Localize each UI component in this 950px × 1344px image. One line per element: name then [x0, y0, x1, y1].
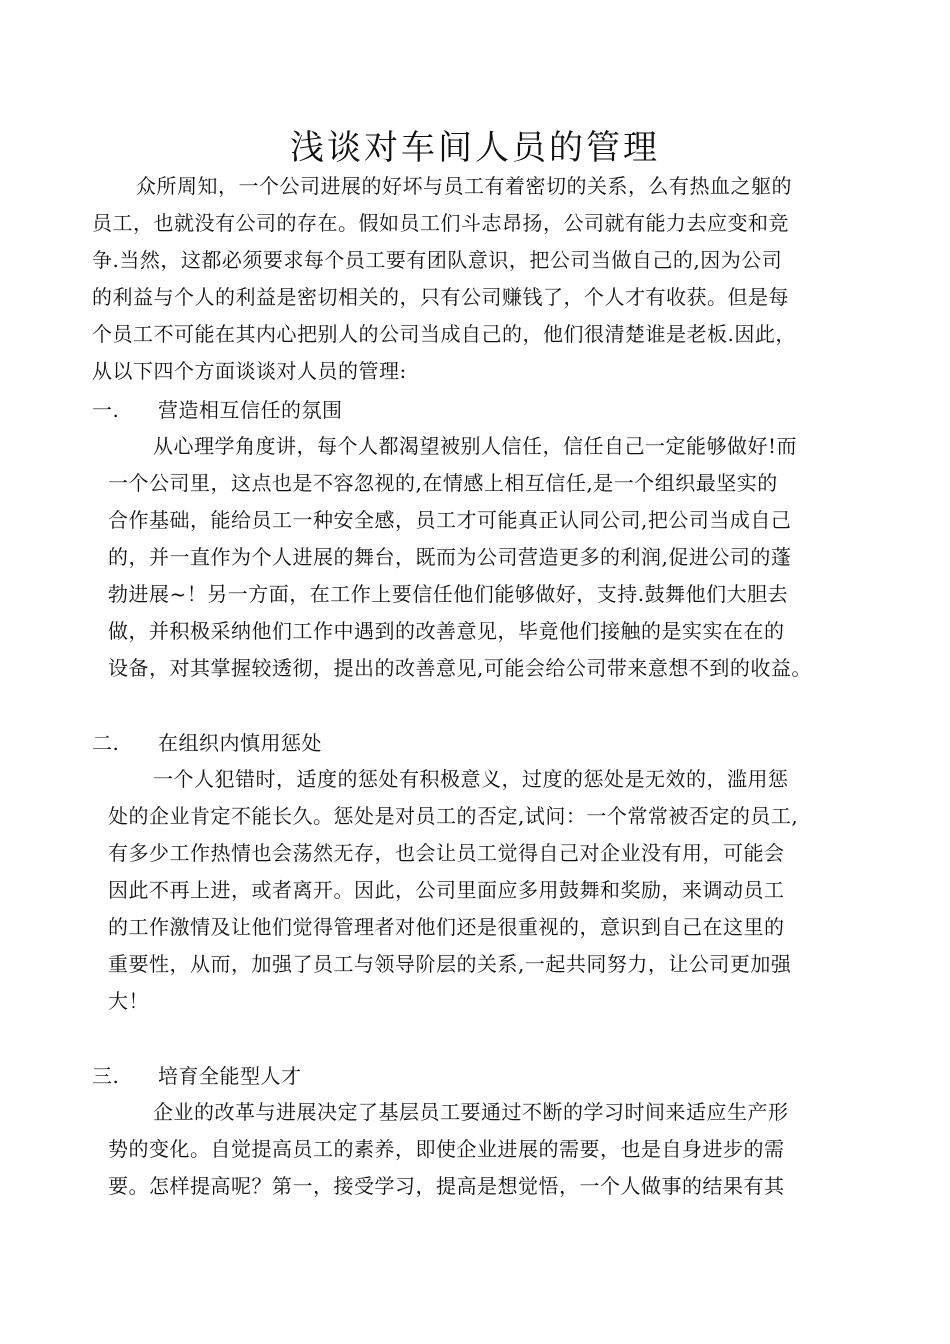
- section-number: 二.: [92, 731, 120, 755]
- body-line: 大！: [108, 989, 149, 1013]
- intro-line: 争.当然，这都必须要求每个员工要有团队意识，把公司当做自己的,因为公司: [92, 248, 783, 272]
- body-line: 的，并一直作为个人进展的舞台，既而为公司营造更多的利润,促进公司的蓬: [108, 545, 792, 569]
- document-title: 浅谈对车间人员的管理: [290, 128, 660, 168]
- section-heading-text: 营造相互信任的氛围: [158, 398, 343, 422]
- body-line: 合作基础，能给员工一种安全感，员工才可能真正认同公司,把公司当成自己: [108, 508, 792, 532]
- body-line: 处的企业肯定不能长久。惩处是对员工的否定,试问：一个常常被否定的员工,: [108, 804, 799, 828]
- intro-line: 员工，也就没有公司的存在。假如员工们斗志昂扬，公司就有能力去应变和竞: [92, 211, 789, 235]
- body-line: 的工作激情及让他们觉得管理者对他们还是很重视的，意识到自己在这里的: [108, 915, 785, 939]
- body-line: 因此不再上进，或者离开。因此，公司里面应多用鼓舞和奖励，来调动员工: [108, 878, 785, 902]
- body-line: 一个人犯错时，适度的惩处有积极意义，过度的惩处是无效的，滥用惩: [153, 767, 789, 791]
- section-number: 一.: [92, 398, 120, 422]
- intro-line: 个员工不可能在其内心把别人的公司当成自己的，他们很清楚谁是老板.因此，: [92, 322, 796, 346]
- intro-line: 从以下四个方面谈谈对人员的管理:: [92, 359, 407, 383]
- intro-line: 的利益与个人的利益是密切相关的，只有公司赚钱了，个人才有收获。但是每: [92, 285, 789, 309]
- section-number: 三.: [92, 1064, 120, 1088]
- section-heading: [92, 1062, 302, 1090]
- body-line: 做，并积极采纳他们工作中遇到的改善意见，毕竟他们接触的是实实在在的: [108, 619, 785, 643]
- section-heading: [92, 729, 322, 757]
- body-line: 企业的改革与进展决定了基层员工要通过不断的学习时间来适应生产形: [153, 1100, 789, 1124]
- intro-line: 众所周知，一个公司进展的好坏与员工有着密切的关系，么有热血之躯的: [136, 174, 792, 198]
- body-line: 有多少工作热情也会荡然无存，也会让员工觉得自己对企业没有用，可能会: [108, 841, 785, 865]
- body-line: 设备，对其掌握较透彻，提出的改善意见,可能会给公司带来意想不到的收益。: [108, 656, 812, 680]
- section-heading: [92, 396, 343, 424]
- body-line: 势的变化。自觉提高员工的素养，即使企业进展的需要，也是自身进步的需: [108, 1137, 785, 1161]
- section-heading-text: 培育全能型人才: [158, 1064, 302, 1088]
- body-line: 勃进展~！另一方面，在工作上要信任他们能够做好，支持.鼓舞他们大胆去: [108, 582, 789, 606]
- body-line: 从心理学角度讲，每个人都渴望被别人信任，信任自己一定能够做好!而: [153, 434, 798, 458]
- section-heading-text: 在组织内慎用惩处: [158, 731, 322, 755]
- body-line: 要。怎样提高呢？第一，接受学习，提高是想觉悟，一个人做事的结果有其: [108, 1174, 785, 1198]
- body-line: 一个公司里，这点也是不容忽视的,在情感上相互信任,是一个组织最坚实的: [108, 471, 778, 495]
- body-line: 重要性，从而，加强了员工与领导阶层的关系,一起共同努力，让公司更加强: [108, 952, 792, 976]
